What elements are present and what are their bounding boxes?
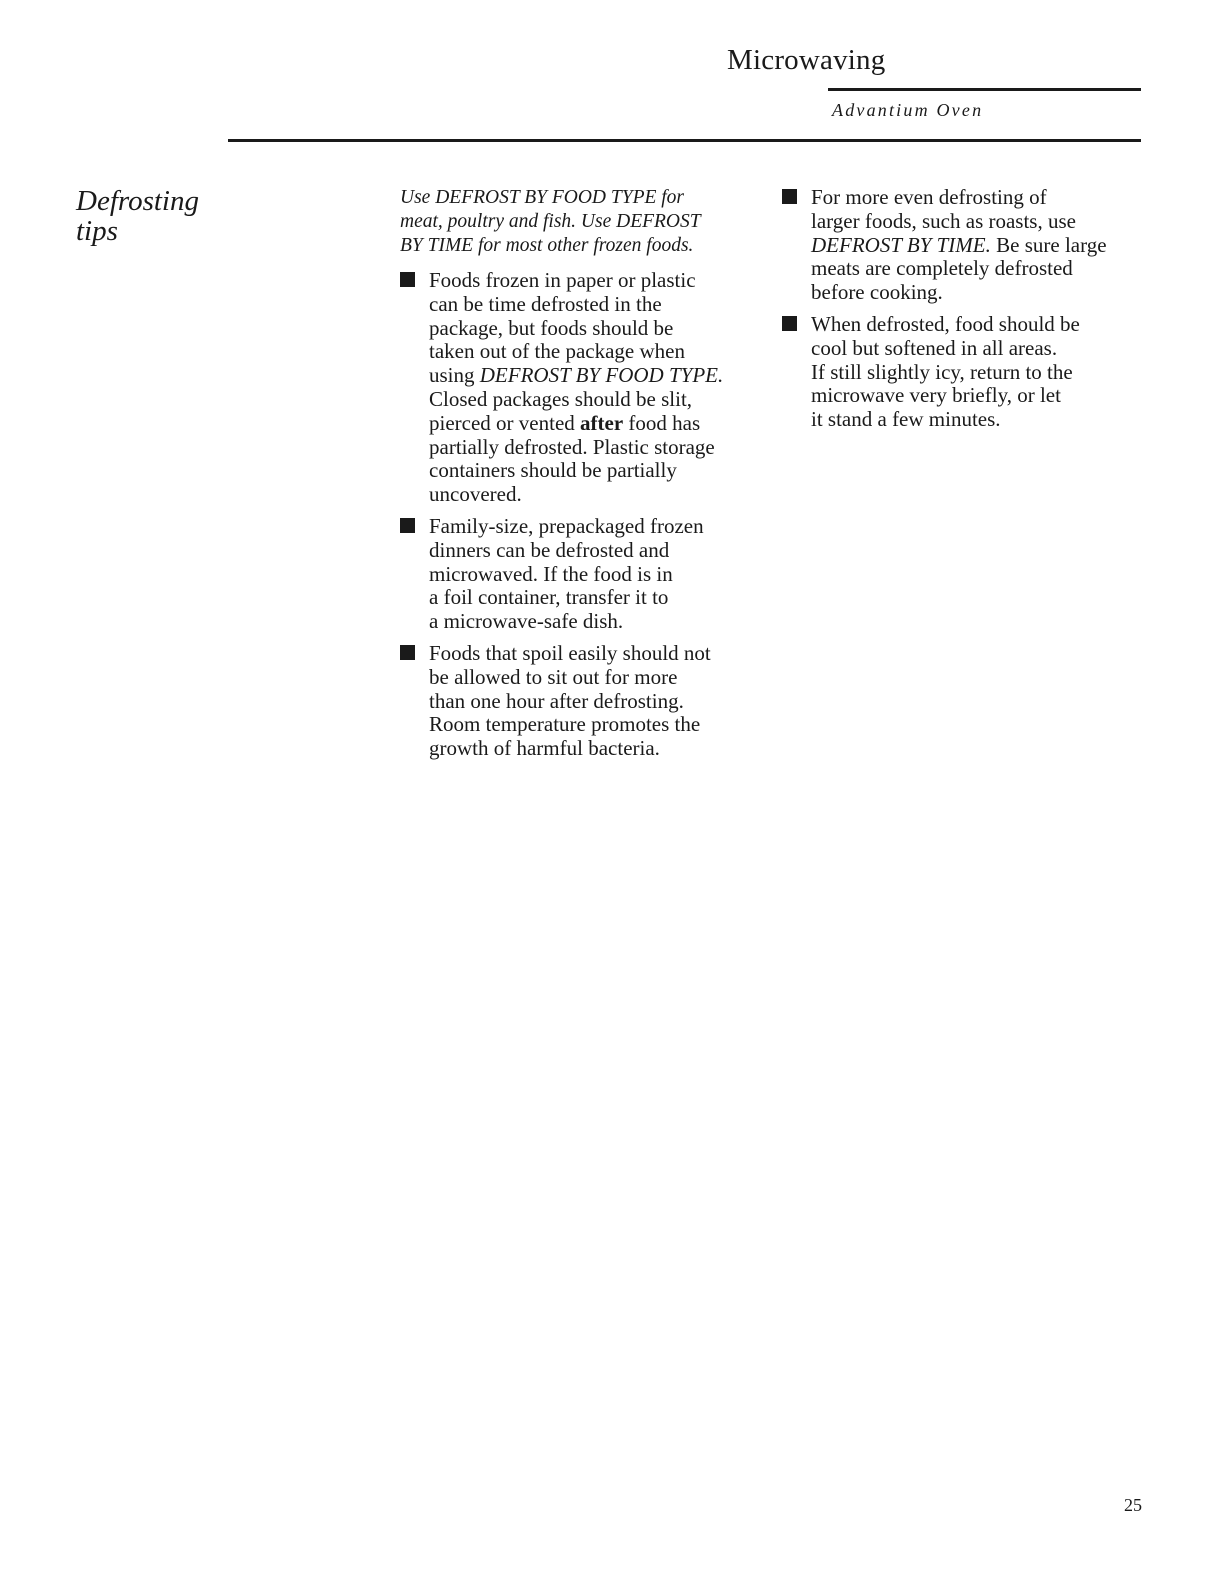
tip-item (782, 313, 1137, 432)
tip-bold-text: after (580, 410, 624, 435)
tip-line: microwave very briefly, or let (811, 383, 1061, 408)
tip-line: a microwave-safe dish. (429, 609, 624, 634)
tip-line: uncovered. (429, 482, 522, 507)
header-long-rule (228, 139, 1141, 142)
tip-line: than one hour after defrosting. (429, 688, 684, 713)
tip-line: growth of harmful bacteria. (429, 736, 660, 761)
tip-line: Closed packages should be slit, (429, 386, 693, 411)
tip-line: dinners can be defrosted and (429, 537, 670, 562)
tip-item (400, 515, 750, 634)
tip-line: can be time defrosted in the (429, 291, 662, 316)
content-column-left (400, 186, 750, 769)
section-heading-line: Defrosting (76, 185, 199, 217)
tip-italic-text: DEFROST BY FOOD TYPE. (479, 363, 724, 388)
tip-item (400, 642, 750, 761)
tip-line: larger foods, such as roasts, use (811, 208, 1076, 233)
tip-line: Room temperature promotes the (429, 712, 701, 737)
square-bullet-icon (782, 189, 797, 204)
tip-line: For more even defrosting of (811, 185, 1047, 209)
tip-line: package, but foods should be (429, 315, 674, 340)
tip-text: food has (623, 410, 701, 435)
tip-line: it stand a few minutes. (811, 407, 1001, 432)
tips-list-right (782, 186, 1137, 432)
tip-line: cool but softened in all areas. (811, 335, 1058, 360)
header-short-rule (828, 88, 1141, 91)
tip-line: a foil container, transfer it to (429, 585, 669, 610)
tip-line (429, 412, 750, 436)
intro-paragraph (400, 186, 750, 258)
tip-line: partially defrosted. Plastic storage (429, 434, 715, 459)
tip-line: If still slightly icy, return to the (811, 359, 1073, 384)
content-column-right (782, 186, 1137, 440)
tip-item (400, 269, 750, 507)
tip-text: Be sure large (990, 232, 1107, 257)
square-bullet-icon (400, 518, 415, 533)
square-bullet-icon (400, 272, 415, 287)
tip-line: taken out of the package when (429, 339, 685, 364)
tip-line: Family-size, prepackaged frozen (429, 513, 704, 538)
square-bullet-icon (782, 316, 797, 331)
tip-text: using (429, 363, 480, 388)
tip-line: microwaved. If the food is in (429, 561, 673, 586)
intro-line: Use DEFROST BY FOOD TYPE for (400, 187, 685, 208)
page-header-title: Microwaving (727, 44, 886, 76)
page-header-subtitle: Advantium Oven (832, 100, 984, 120)
intro-line: meat, poultry and fish. Use DEFROST (400, 211, 701, 232)
tip-line: containers should be partially (429, 458, 677, 483)
tip-line: be allowed to sit out for more (429, 664, 678, 689)
section-heading (76, 186, 226, 246)
square-bullet-icon (400, 645, 415, 660)
tip-item (782, 186, 1137, 305)
section-heading-line: tips (76, 215, 118, 247)
tip-line: before cooking. (811, 280, 943, 305)
tip-line (811, 234, 1137, 258)
intro-line: BY TIME for most other frozen foods. (400, 235, 694, 256)
tip-line: meats are completely defrosted (811, 256, 1073, 281)
tips-list-left (400, 269, 750, 761)
tip-line: When defrosted, food should be (811, 311, 1080, 336)
tip-italic-text: DEFROST BY TIME. (811, 232, 991, 257)
tip-line: Foods that spoil easily should not (429, 640, 711, 665)
page-number: 25 (1124, 1495, 1142, 1515)
tip-text: pierced or vented (429, 410, 581, 435)
tip-line (429, 364, 750, 388)
tip-line: Foods frozen in paper or plastic (429, 268, 696, 292)
